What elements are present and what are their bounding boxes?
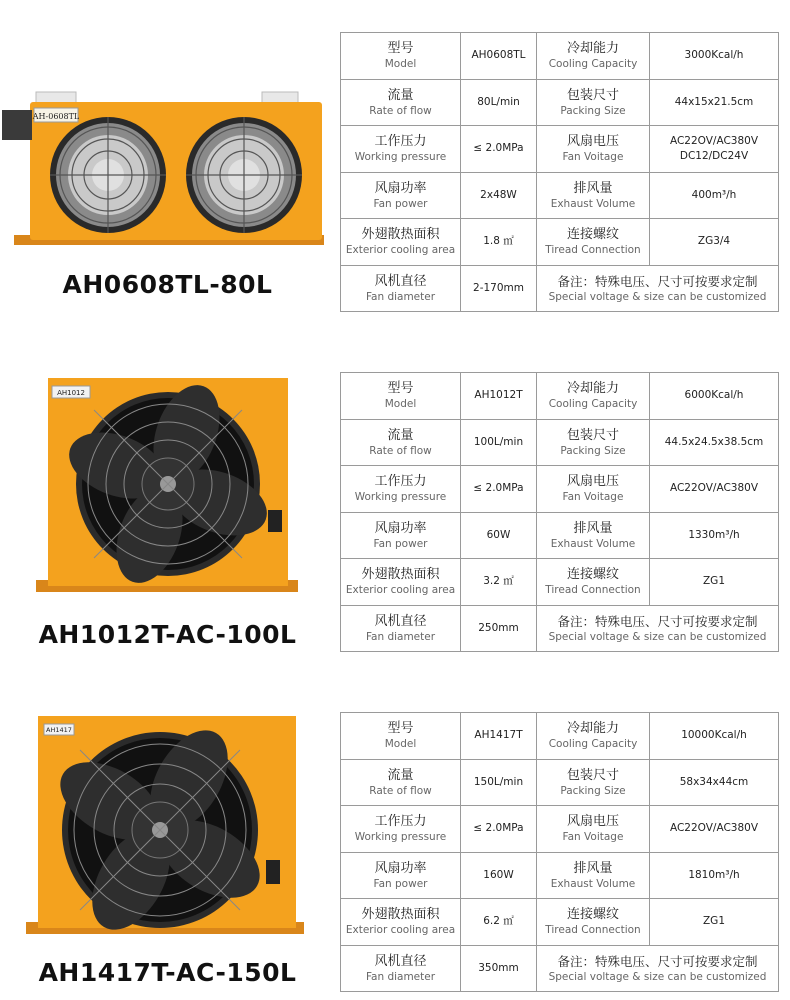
spec-label-en: Model [384, 738, 417, 751]
spec-label-en: Cooling Capacity [548, 398, 638, 411]
model-title: AH1417T-AC-150L [38, 958, 297, 987]
spec-label-cn: 风机直径 [374, 273, 427, 289]
spec-label-en: Cooling Capacity [548, 58, 638, 71]
spec-label-en: Working pressure [354, 491, 447, 504]
spec-label-en: Packing Size [560, 784, 626, 797]
table-row [341, 172, 779, 219]
spec-label-en: Fan diameter [365, 290, 436, 303]
table-row [341, 605, 779, 652]
spec-value: 350mm [461, 945, 537, 992]
table-row [341, 559, 779, 606]
spec-value: 1330m³/h [650, 512, 779, 559]
table-row [341, 219, 779, 266]
spec-value: 100L/min [461, 419, 537, 466]
spec-label-en: Rate of flow [369, 104, 432, 117]
table-row [341, 899, 779, 946]
spec-label-cn: 冷却能力 [566, 721, 619, 737]
spec-label-cn: 工作压力 [374, 474, 427, 490]
spec-label-en: Cooling Capacity [548, 738, 638, 751]
spec-label-en: Fan diameter [365, 970, 436, 983]
spec-table [340, 712, 779, 992]
spec-value: 400m³/h [650, 172, 779, 219]
spec-label-cn: 外翅散热面积 [361, 907, 440, 923]
table-row [341, 945, 779, 992]
spec-label-cn: 外翅散热面积 [361, 227, 440, 243]
spec-label-cn: 包装尺寸 [566, 427, 619, 443]
table-row [341, 466, 779, 513]
spec-label-en: Exterior cooling area [345, 924, 456, 937]
spec-label-en: Fan diameter [365, 630, 436, 643]
spec-label-en: Exhaust Volume [550, 197, 636, 210]
spec-label-cn: 风扇功率 [374, 180, 427, 196]
spec-table [340, 32, 779, 312]
spec-label-cn: 风扇电压 [566, 814, 619, 830]
table-row [341, 373, 779, 420]
spec-value: ZG1 [650, 899, 779, 946]
spec-value: ≤ 2.0MPa [461, 126, 537, 173]
spec-label-cn: 包装尺寸 [566, 767, 619, 783]
product-photo [0, 710, 335, 950]
spec-value: 3.2 ㎡ [461, 559, 537, 606]
spec-value: 1810m³/h [650, 852, 779, 899]
spec-label-cn: 风扇电压 [566, 474, 619, 490]
spec-label-cn: 型号 [387, 381, 414, 397]
spec-value [650, 126, 779, 173]
spec-label-cn: 风扇电压 [566, 134, 619, 150]
cooler-large-fan-image [0, 710, 335, 950]
spec-label-en: Exterior cooling area [345, 584, 456, 597]
spec-value-line: AC22OV/AC380V [669, 134, 759, 147]
table-row [341, 419, 779, 466]
table-row [341, 806, 779, 853]
spec-value: 44.5x24.5x38.5cm [650, 419, 779, 466]
spec-label-cn: 风机直径 [374, 953, 427, 969]
fan-right [186, 117, 302, 233]
table-row [341, 79, 779, 126]
spec-label-cn: 流量 [387, 427, 414, 443]
spec-table [340, 372, 779, 652]
spec-value: 1.8 ㎡ [461, 219, 537, 266]
spec-value: ≤ 2.0MPa [461, 466, 537, 513]
spec-label-cn: 风扇功率 [374, 860, 427, 876]
spec-label-en: Model [384, 398, 417, 411]
model-title: AH1012T-AC-100L [38, 620, 297, 649]
spec-value: AC22OV/AC380V [650, 466, 779, 513]
spec-label-en: Fan power [373, 537, 428, 550]
spec-label-cn: 排风量 [573, 520, 613, 536]
spec-label-cn: 包装尺寸 [566, 87, 619, 103]
spec-value: ZG3/4 [650, 219, 779, 266]
table-row [341, 512, 779, 559]
spec-value: 250mm [461, 605, 537, 652]
spec-value: 58x34x44cm [650, 759, 779, 806]
spec-label-cn: 型号 [387, 41, 414, 57]
spec-label-en: Tiread Connection [545, 244, 641, 257]
spec-label-cn: 连接螺纹 [566, 227, 619, 243]
fan-left [50, 117, 166, 233]
spec-value: 6000Kcal/h [650, 373, 779, 420]
spec-label-en: Working pressure [354, 151, 447, 164]
spec-label-en: Tiread Connection [545, 924, 641, 937]
spec-value: 2x48W [461, 172, 537, 219]
spec-label-en: Packing Size [560, 104, 626, 117]
spec-label-en: Fan power [373, 877, 428, 890]
spec-label-cn: 冷却能力 [566, 41, 619, 57]
spec-value: 150L/min [461, 759, 537, 806]
model-title: AH0608TL-80L [62, 270, 273, 299]
spec-label-en: Model [384, 58, 417, 71]
spec-label-en: Tiread Connection [545, 584, 641, 597]
spec-label-cn: 冷却能力 [566, 381, 619, 397]
spec-label-en: Exhaust Volume [550, 537, 636, 550]
spec-value: AC22OV/AC380V [650, 806, 779, 853]
cooler-single-fan-image [0, 370, 335, 610]
table-row [341, 265, 779, 312]
note-en: Special voltage & size can be customized [548, 970, 767, 983]
table-row [341, 852, 779, 899]
spec-value: 10000Kcal/h [650, 713, 779, 760]
note-en: Special voltage & size can be customized [548, 630, 767, 643]
spec-label-cn: 风扇功率 [374, 520, 427, 536]
unit-label: AH-0608TL [32, 112, 80, 121]
spec-label-cn: 流量 [387, 87, 414, 103]
spec-label-cn: 连接螺纹 [566, 907, 619, 923]
spec-label-en: Packing Size [560, 444, 626, 457]
spec-label-cn: 外翅散热面积 [361, 567, 440, 583]
spec-value: 6.2 ㎡ [461, 899, 537, 946]
spec-label-en: Exterior cooling area [345, 244, 456, 257]
unit-label: AH1417 [46, 726, 72, 734]
table-row [341, 759, 779, 806]
spec-label-cn: 工作压力 [374, 134, 427, 150]
table-row [341, 713, 779, 760]
custom-note [537, 265, 779, 312]
spec-label-cn: 流量 [387, 767, 414, 783]
spec-label-cn: 型号 [387, 721, 414, 737]
table-row [341, 33, 779, 80]
spec-label-cn: 排风量 [573, 180, 613, 196]
cooler-double-fan-image [0, 30, 335, 270]
spec-label-en: Fan Voitage [562, 831, 624, 844]
spec-value: ZG1 [650, 559, 779, 606]
spec-label-cn: 风机直径 [374, 613, 427, 629]
spec-value: 3000Kcal/h [650, 33, 779, 80]
note-en: Special voltage & size can be customized [548, 290, 767, 303]
spec-value: ≤ 2.0MPa [461, 806, 537, 853]
product-photo [0, 370, 335, 610]
spec-value: 80L/min [461, 79, 537, 126]
product-photo [0, 30, 335, 270]
spec-label-en: Fan power [373, 197, 428, 210]
spec-value: 160W [461, 852, 537, 899]
spec-value: AH1012T [461, 373, 537, 420]
note-cn: 备注：特殊电压、尺寸可按要求定制 [557, 613, 758, 629]
unit-label: AH1012 [57, 389, 85, 397]
spec-value: 60W [461, 512, 537, 559]
spec-label-en: Working pressure [354, 831, 447, 844]
spec-label-en: Rate of flow [369, 444, 432, 457]
spec-label-en: Fan Voitage [562, 151, 624, 164]
spec-label-cn: 排风量 [573, 860, 613, 876]
note-cn: 备注：特殊电压、尺寸可按要求定制 [557, 273, 758, 289]
spec-value: 44x15x21.5cm [650, 79, 779, 126]
spec-label-en: Rate of flow [369, 784, 432, 797]
spec-label-cn: 工作压力 [374, 814, 427, 830]
spec-label-en: Exhaust Volume [550, 877, 636, 890]
custom-note [537, 605, 779, 652]
spec-value-line: DC12/DC24V [679, 149, 749, 162]
spec-value: AH1417T [461, 713, 537, 760]
spec-label-cn: 连接螺纹 [566, 567, 619, 583]
table-row [341, 126, 779, 173]
custom-note [537, 945, 779, 992]
spec-value: AH0608TL [461, 33, 537, 80]
note-cn: 备注：特殊电压、尺寸可按要求定制 [557, 953, 758, 969]
spec-label-en: Fan Voitage [562, 491, 624, 504]
spec-value: 2-170mm [461, 265, 537, 312]
